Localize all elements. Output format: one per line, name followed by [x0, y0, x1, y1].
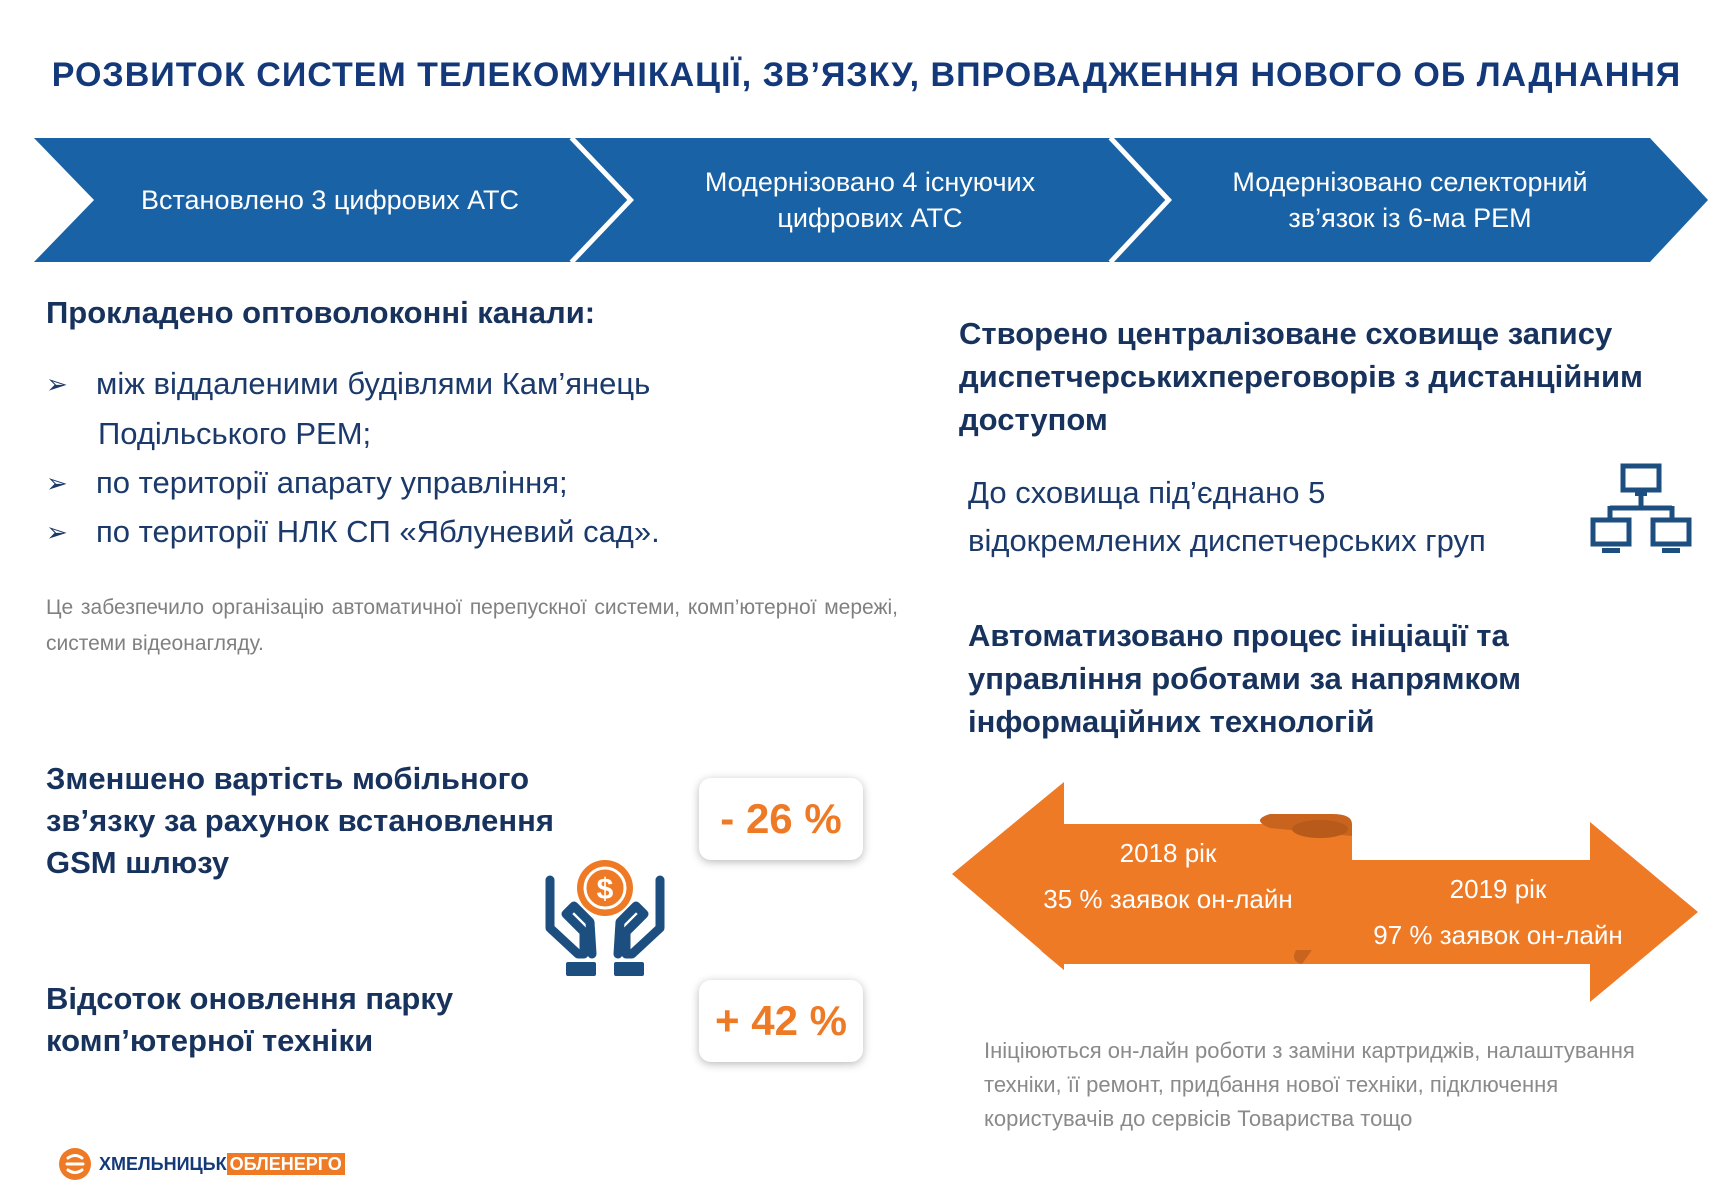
year-2019-label: 2019 рік — [1449, 874, 1547, 904]
arrow-bullet-icon: ➢ — [46, 468, 68, 498]
step-3-line-2: зв’язок із 6-ма РЕМ — [1288, 203, 1532, 233]
computers-heading-line-2: комп’ютерної техніки — [46, 1023, 374, 1058]
arrow-bullet-icon: ➢ — [46, 517, 68, 547]
fiber-note: Це забезпечило організацію автоматичної перепускної системи, комп’ютерної мережі, системи відеонагляду. — [46, 596, 898, 655]
fiber-item-1-cont: Подільського РЕМ; — [98, 416, 372, 451]
storage-heading — [959, 312, 1643, 441]
online-share-2019: 97 % заявок он-лайн — [1373, 920, 1623, 950]
year-2018-label: 2018 рік — [1119, 838, 1217, 868]
step-3-line-1: Модернізовано селекторний — [1232, 167, 1588, 197]
automation-heading — [968, 614, 1521, 743]
storage-heading-line-1: Створено централізоване сховище запису — [959, 316, 1613, 351]
hands-dollar-icon — [540, 858, 670, 980]
online-share-2018: 35 % заявок он-лайн — [1043, 884, 1293, 914]
arrow-2018 — [952, 782, 1352, 970]
company-logo-icon — [58, 1147, 92, 1181]
arrow-2019 — [1302, 822, 1698, 1002]
storage-heading-line-3: доступом — [959, 402, 1108, 437]
storage-detail — [968, 469, 1486, 565]
mobile-heading-line-1: Зменшено вартість мобільного — [46, 761, 530, 796]
fiber-heading: Прокладено оптоволоконні канали: — [46, 295, 596, 330]
network-computers-icon — [1590, 462, 1692, 562]
mobile-cost-value: - 26 % — [699, 778, 863, 860]
computers-heading — [46, 978, 453, 1062]
automation-heading-line-2: управління роботами за напрямком — [968, 661, 1522, 696]
mobile-heading — [46, 758, 554, 884]
computers-heading-line-1: Відсоток оновлення парку — [46, 981, 454, 1016]
storage-detail-line-2: відокремлених диспетчерських груп — [968, 523, 1486, 558]
dollar-sign: $ — [596, 873, 614, 906]
logo-part-2: ОБЛЕНЕРГО — [227, 1153, 345, 1175]
step-1-line-1: Встановлено 3 цифрових АТС — [140, 185, 520, 215]
automation-heading-line-1: Автоматизовано процес ініціації та — [968, 618, 1509, 653]
automation-heading-line-3: інформаційних технологій — [968, 704, 1375, 739]
step-2-line-1: Модернізовано 4 існуючих — [704, 167, 1036, 197]
step-2-line-2: цифрових АТС — [777, 203, 963, 233]
logo-part-1: ХМЕЛЬНИЦЬК — [99, 1154, 227, 1174]
fiber-item-3: по території НЛК СП «Яблуневий сад». — [96, 514, 660, 549]
storage-heading-line-2: диспетчерськихпереговорів з дистанційним — [959, 359, 1643, 394]
fiber-item-1: між віддаленими будівлями Кам’янець — [96, 366, 651, 401]
mobile-heading-line-3: GSM шлюзу — [46, 845, 230, 880]
step-1-text — [100, 138, 560, 262]
computer-renewal-value: + 42 % — [699, 980, 863, 1062]
step-2-text — [640, 138, 1100, 262]
company-logo-text — [99, 1154, 345, 1175]
fiber-item-2: по території апарату управління; — [96, 465, 568, 500]
arrow-bullet-icon: ➢ — [46, 369, 68, 399]
mobile-heading-line-2: зв’язку за рахунок встановлення — [46, 803, 554, 838]
step-3-text — [1180, 138, 1640, 262]
automation-caption: Ініціюються он-лайн роботи з заміни картриджів, налаштування техніки, її ремонт, придбання нової техніки, підключення користувачів до сервісів Товариства тощо — [984, 1038, 1635, 1131]
page-title: РОЗВИТОК СИСТЕМ ТЕЛЕКОМУНІКАЦІЇ, ЗВ’ЯЗКУ, ВПРОВАДЖЕННЯ НОВОГО ОБ ЛАДНАННЯ — [51, 56, 1682, 94]
storage-detail-line-1: До сховища під’єднано 5 — [968, 475, 1326, 510]
